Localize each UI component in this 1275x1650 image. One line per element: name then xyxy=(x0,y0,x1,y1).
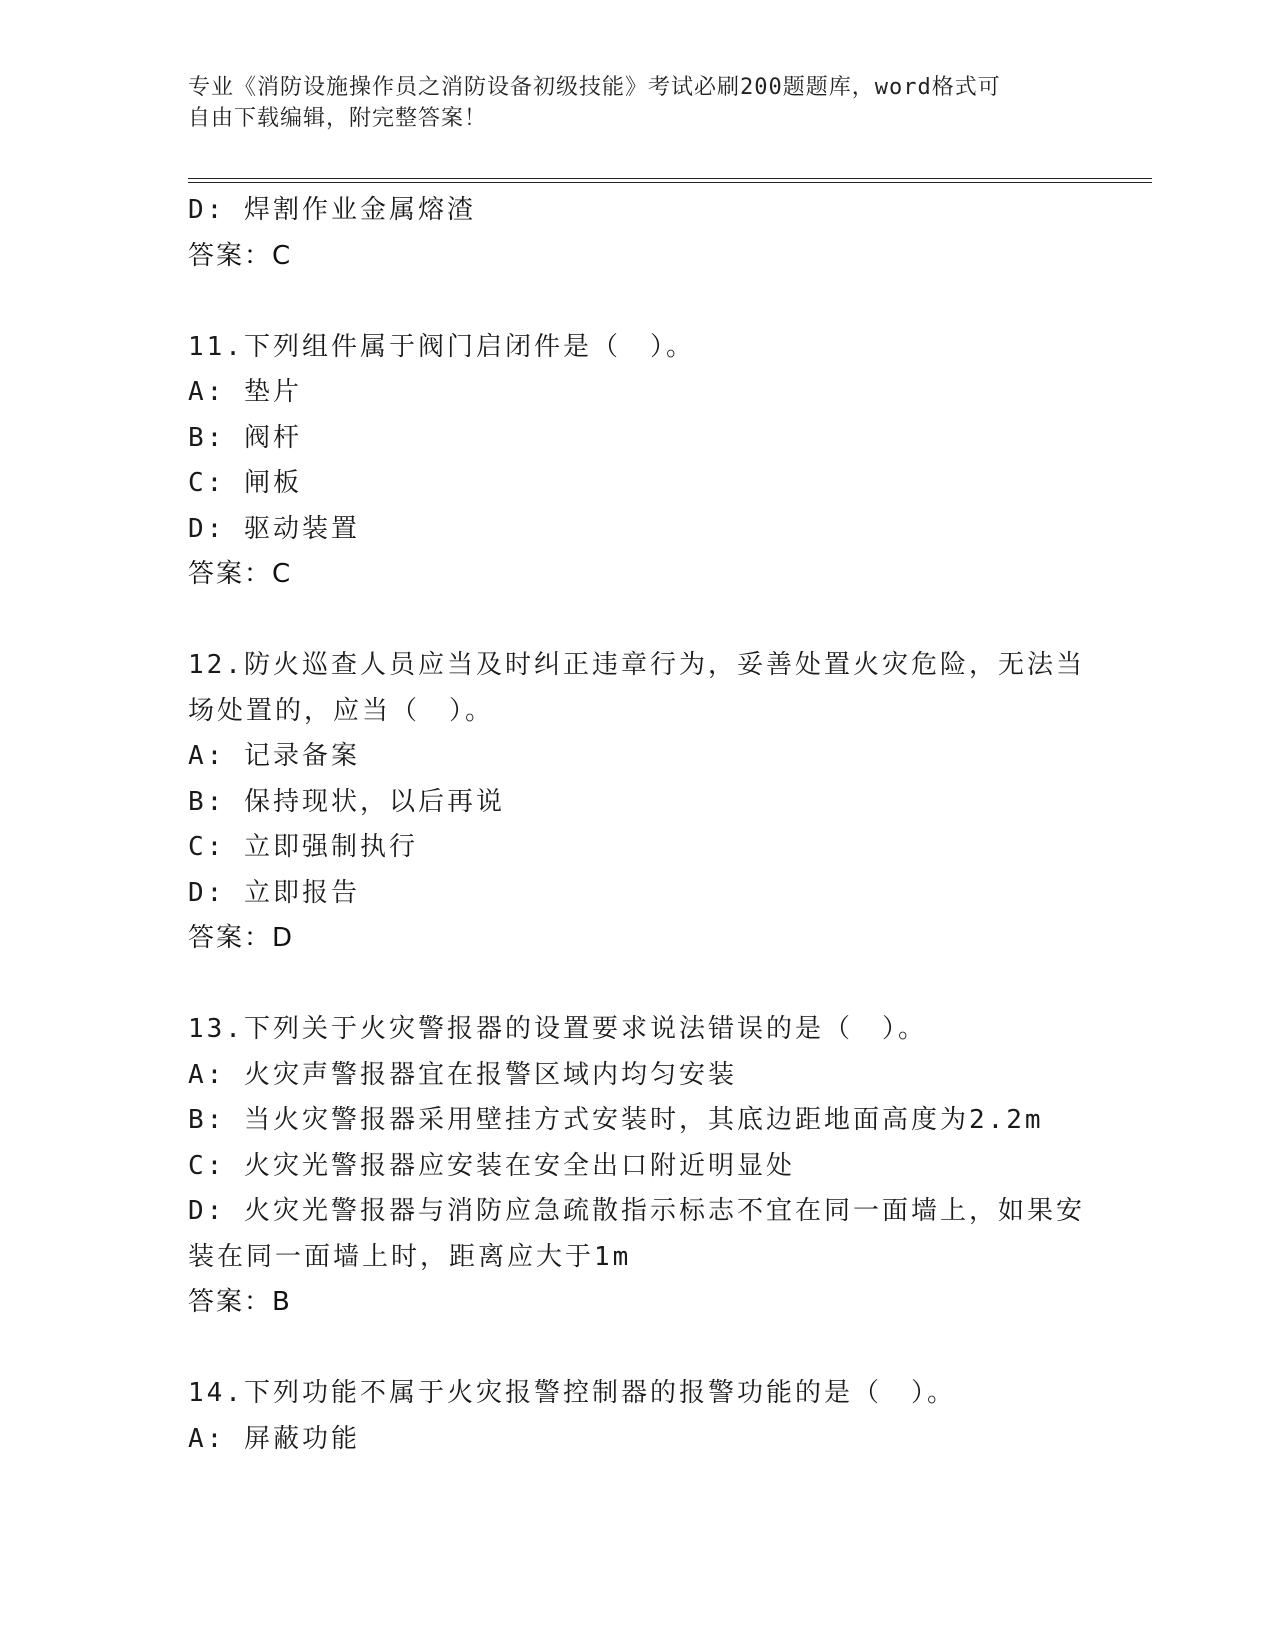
option-d-line-1: D: 火灾光警报器与消防应急疏散指示标志不宜在同一面墙上，如果安 xyxy=(188,1196,1085,1226)
header-line-2: 自由下载编辑，附完整答案！ xyxy=(188,106,488,131)
question-block-10 xyxy=(188,188,1088,279)
question-block-13 xyxy=(188,1007,1088,1326)
question-block-14 xyxy=(188,1371,1088,1462)
option-a: A: 记录备案 xyxy=(188,741,360,771)
option-a: A: 垫片 xyxy=(188,377,302,407)
question-stem: 13.下列关于火灾警报器的设置要求说法错误的是（ ）。 xyxy=(188,1014,927,1044)
option-d: D: 立即报告 xyxy=(188,877,360,908)
question-stem-line-2: 场处置的，应当（ ）。 xyxy=(188,695,495,726)
question-list xyxy=(188,188,1088,1462)
option-b: B: 当火灾警报器采用壁挂方式安装时，其底边距地面高度为2.2m xyxy=(188,1105,1044,1135)
question-block-12 xyxy=(188,643,1088,962)
header-line-1: 专业《消防设施操作员之消防设备初级技能》考试必刷200题题库，word格式可 xyxy=(188,75,1001,100)
question-block-11 xyxy=(188,325,1088,598)
option-a: A: 火灾声警报器宜在报警区域内均匀安装 xyxy=(188,1059,737,1090)
option-d: D: 焊割作业金属熔渣 xyxy=(188,195,476,225)
option-b: B: 阀杆 xyxy=(188,422,302,453)
question-stem-line-1: 12.防火巡查人员应当及时纠正违章行为，妥善处置火灾危险，无法当 xyxy=(188,650,1085,680)
option-a: A: 屏蔽功能 xyxy=(188,1423,360,1454)
spacer xyxy=(188,962,1088,1008)
header-rule-bottom xyxy=(188,182,1152,183)
option-c: C: 立即强制执行 xyxy=(188,832,418,862)
answer-line: 答案：D xyxy=(188,923,295,953)
answer-line: 答案：B xyxy=(188,1287,292,1317)
document-header xyxy=(188,72,1068,134)
answer-line: 答案：C xyxy=(188,240,293,271)
option-d-line-2: 装在同一面墙上时，距离应大于1m xyxy=(188,1241,632,1272)
option-d: D: 驱动装置 xyxy=(188,513,360,544)
spacer xyxy=(188,598,1088,644)
option-b: B: 保持现状，以后再说 xyxy=(188,786,505,817)
option-c: C: 闸板 xyxy=(188,468,302,498)
header-rule-top xyxy=(188,178,1152,179)
spacer xyxy=(188,279,1088,325)
answer-line: 答案：C xyxy=(188,559,293,589)
spacer xyxy=(188,1326,1088,1372)
question-stem: 11.下列组件属于阀门启闭件是（ ）。 xyxy=(188,331,695,362)
option-c: C: 火灾光警报器应安装在安全出口附近明显处 xyxy=(188,1150,795,1181)
question-stem: 14.下列功能不属于火灾报警控制器的报警功能的是（ ）。 xyxy=(188,1378,956,1408)
